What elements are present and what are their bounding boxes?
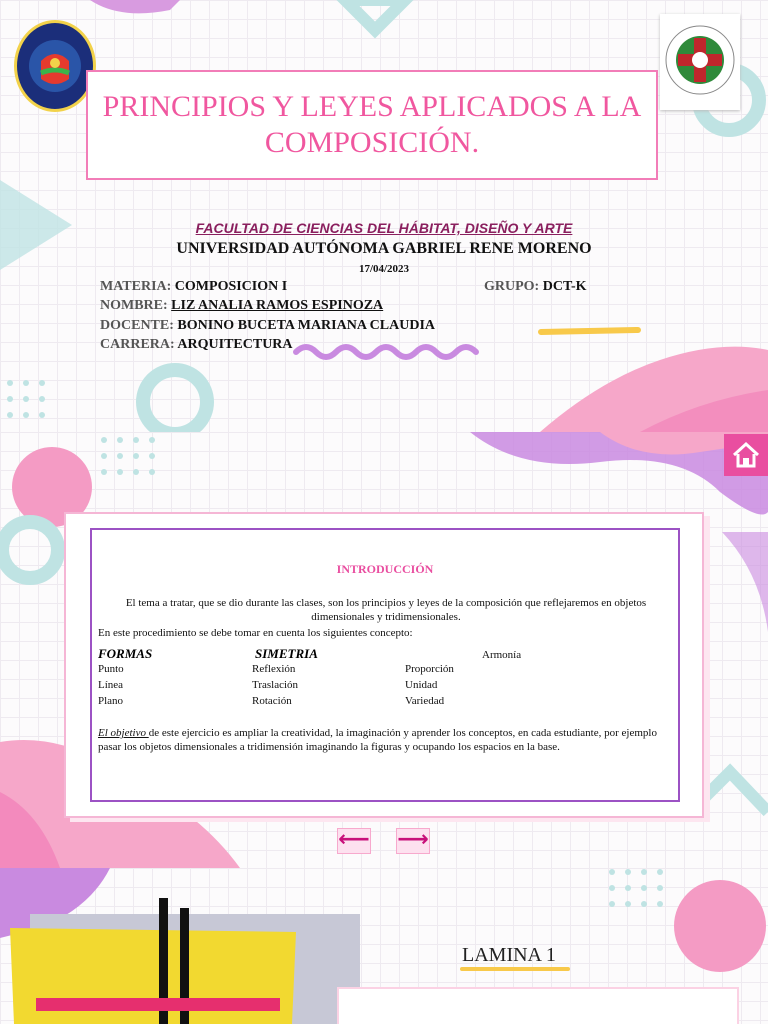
simetria-item-2: Traslación bbox=[252, 679, 299, 691]
grupo-value: DCT-K bbox=[542, 279, 587, 294]
intro-paragraph-2: En este procedimiento se debe tomar en cuenta los siguientes concepto: bbox=[98, 627, 413, 639]
docente-row bbox=[100, 318, 435, 334]
simetria-item-3: Rotación bbox=[252, 695, 292, 707]
formas-item-2: Línea bbox=[98, 679, 124, 691]
carrera-label: CARRERA: bbox=[100, 337, 175, 352]
introduction-card bbox=[64, 512, 704, 818]
nombre-value: LIZ ANALIA RAMOS ESPINOZA bbox=[171, 298, 384, 313]
formas-header: FORMAS bbox=[98, 646, 153, 661]
faculty-cross-icon bbox=[660, 14, 740, 110]
docente-label: DOCENTE: bbox=[100, 318, 174, 333]
nombre-label: NOMBRE: bbox=[100, 298, 168, 313]
armonia-header: Armonía bbox=[482, 649, 522, 661]
university-shield-icon bbox=[17, 23, 93, 109]
title-line-2: COMPOSICIÓN. bbox=[264, 126, 480, 159]
objective-text: de este ejercicio es ampliar la creatividad, la imaginación y aprender los conceptos, en cada estudiante, por ejemplo pasar los objetos dimensionales a tridimensión imaginando la figuras y ocupando los espacios en la base. bbox=[98, 727, 657, 753]
title-line-1: PRINCIPIOS Y LEYES APLICADOS A LA bbox=[102, 90, 642, 123]
lamina-title: LAMINA 1 bbox=[462, 944, 556, 966]
previous-button[interactable] bbox=[337, 828, 371, 854]
faculty-name: FACULTAD DE CIENCIAS DEL HÁBITAT, DISEÑO Y ARTE bbox=[195, 220, 573, 236]
home-button[interactable] bbox=[724, 434, 768, 476]
objective-lead: El objetivo bbox=[98, 727, 149, 739]
materia-label: MATERIA: bbox=[100, 279, 172, 294]
grupo-label: GRUPO: bbox=[484, 279, 540, 294]
grupo-row bbox=[484, 279, 587, 295]
home-icon bbox=[731, 441, 761, 469]
introduction-page bbox=[0, 432, 768, 868]
next-button[interactable] bbox=[396, 828, 430, 854]
document-date: 17/04/2023 bbox=[358, 263, 410, 275]
formas-item-3: Plano bbox=[98, 695, 124, 707]
lamina-decorations bbox=[0, 868, 768, 1024]
materia-value: COMPOSICION I bbox=[174, 279, 288, 294]
simetria-header: SIMETRIA bbox=[255, 646, 318, 661]
materia-row bbox=[100, 279, 287, 295]
carrera-row bbox=[100, 337, 293, 353]
objective-paragraph bbox=[98, 726, 670, 754]
lamina-page bbox=[0, 868, 768, 1024]
university-name: UNIVERSIDAD AUTÓNOMA GABRIEL RENE MORENO bbox=[176, 240, 592, 257]
faculty-logo bbox=[660, 14, 740, 110]
armonia-item-2: Unidad bbox=[405, 679, 438, 691]
armonia-item-1: Proporción bbox=[405, 663, 454, 675]
title-box bbox=[86, 70, 658, 180]
intro-title: INTRODUCCIÓN bbox=[336, 562, 434, 576]
document-title bbox=[103, 89, 642, 161]
nombre-row bbox=[100, 298, 383, 314]
arrow-right-icon: ⟶ bbox=[397, 827, 429, 852]
intro-paragraph-1: El tema a tratar, que se dio durante las clases, son los principios y leyes de la composición que reflejaremos en objetos dimensionales y tridimensionales. bbox=[125, 597, 647, 623]
introduction-frame bbox=[90, 528, 680, 802]
docente-value: BONINO BUCETA MARIANA CLAUDIA bbox=[177, 318, 436, 333]
university-logo bbox=[14, 20, 96, 112]
formas-item-1: Punto bbox=[98, 663, 124, 675]
cover-page bbox=[0, 0, 768, 432]
arrow-left-icon: ⟵ bbox=[338, 827, 370, 852]
carrera-value: ARQUITECTURA bbox=[177, 337, 293, 352]
armonia-item-3: Variedad bbox=[405, 695, 445, 707]
simetria-item-1: Reflexión bbox=[252, 663, 296, 675]
cover-decorations bbox=[0, 0, 768, 432]
